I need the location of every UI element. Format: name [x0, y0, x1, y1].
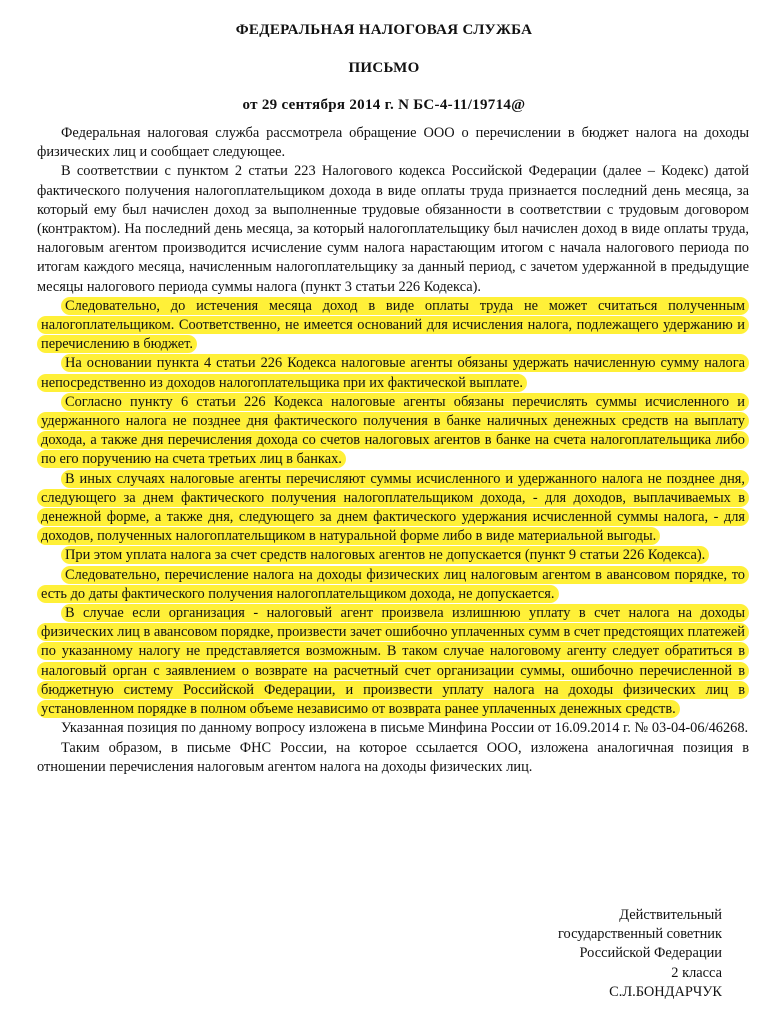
highlighted-text: Согласно пункту 6 статьи 226 Кодекса налоговые агенты обязаны перечислять суммы исчисленного и удержанного налога не позднее дня фактического получения в банке наличных денежных средств на выплату дохода, а также дня перечисления дохода со счетов налоговых агентов в банке на счета налогоплательщика либо по его поручению на счета третьих лиц в банках.: [37, 393, 749, 469]
paragraph-9: [37, 604, 749, 719]
paragraph-7: [37, 546, 749, 565]
highlighted-text: Следовательно, перечисление налога на доходы физических лиц налоговым агентом в авансовом порядке, то есть до даты фактического получения налогоплательщиком дохода, не допускается.: [37, 566, 749, 603]
agency-title: ФЕДЕРАЛЬНАЯ НАЛОГОВАЯ СЛУЖБА: [235, 22, 533, 38]
highlighted-text: В случае если организация - налоговый агент произвела излишнюю уплату в счет налога на доходы физических лиц в авансовом порядке, произвести зачет ошибочно уплаченных сумм в счет предстоящих платежей по указанному налогу не представляется возможным. В таком случае налоговому агенту следует обратиться в налоговый орган с заявлением о возврате на расчетный счет организации суммы, ошибочно перечисленной в бюджетную систему Российской Федерации, и произвести уплату налога на доходы физических лиц в установленном порядке в полном объеме независимо от возврата ранее уплаченных денежных средств.: [37, 604, 749, 718]
paragraph-8: [37, 566, 749, 604]
letter-body: [37, 124, 749, 777]
document-date-number: от 29 сентября 2014 г. N БС-4-11/19714@: [242, 97, 526, 113]
highlighted-text: Следовательно, до истечения месяца доход в виде оплаты труда не может считаться полученным налогоплательщиком. Соответственно, не имеется оснований для исчисления налога, подлежащего удержанию и перечислению в бюджет.: [37, 297, 749, 353]
paragraph-5: [37, 393, 749, 470]
signature-title-line-4: 2 класса: [671, 964, 722, 981]
signature-title-line-2: государственный советник: [558, 926, 722, 943]
signature-title-line-1: Действительный: [619, 907, 722, 923]
paragraph-4: [37, 354, 749, 392]
highlighted-text: На основании пункта 4 статьи 226 Кодекса налоговые агенты обязаны удержать начисленную сумму налога непосредственно из доходов налогоплательщика при их фактической выплате.: [37, 354, 749, 391]
paragraph-1: Федеральная налоговая служба рассмотрела обращение ООО о перечислении в бюджет налога на доходы физических лиц и сообщает следующее.: [37, 125, 749, 161]
signatory-name: С.Л.БОНДАРЧУК: [609, 983, 722, 1000]
paragraph-3: [37, 297, 749, 355]
paragraph-2: В соответствии с пунктом 2 статьи 223 Налогового кодекса Российской Федерации (далее – Кодекс) датой фактического получения налогоплательщиком дохода в виде оплаты труда признается последний день месяца, за который ему был начислен доход за выполненные трудовые обязанности в соответствии с трудовым договором (контрактом). На последний день месяца, за который налогоплательщику был начислен доход в виде оплаты труда, налоговым агентом производится исчисление сумм налога нарастающим итогом с начала налогового периода по итогам каждого месяца, начисленным налогоплательщику за данный период, с зачетом удержанной в предыдущие месяцы налогового периода суммы налога (пункт 3 статьи 226 Кодекса).: [37, 163, 749, 295]
document-type: ПИСЬМО: [348, 60, 420, 76]
signature-title-line-3: Российской Федерации: [579, 945, 722, 962]
paragraph-11: Таким образом, в письме ФНС России, на которое ссылается ООО, изложена аналогичная позиция в отношении перечисления налоговым агентом налога на доходы физических лиц.: [37, 739, 749, 775]
signature-block: [558, 906, 722, 1002]
paragraph-10: Указанная позиция по данному вопросу изложена в письме Минфина России от 16.09.2014 г. № 03-04-06/46268.: [61, 720, 749, 737]
paragraph-6: [37, 470, 749, 547]
highlighted-text: При этом уплата налога за счет средств налоговых агентов не допускается (пункт 9 статьи 226 Кодекса).: [61, 546, 709, 564]
highlighted-text: В иных случаях налоговые агенты перечисляют суммы исчисленного и удержанного налога не позднее дня, следующего за днем фактического получения налогоплательщиком дохода, - для доходов, выплачиваемых в денежной форме, а также дня, следующего за днем фактического удержания исчисленной суммы налога, - для доходов, полученных налогоплательщиком в натуральной форме либо в виде материальной выгоды.: [37, 470, 749, 546]
